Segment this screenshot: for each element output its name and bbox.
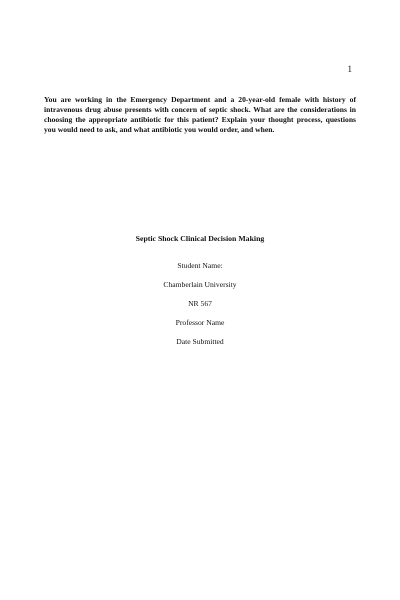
page-number: 1 xyxy=(347,64,352,74)
university-name: Chamberlain University xyxy=(163,280,237,289)
professor-name: Professor Name xyxy=(175,318,225,327)
assignment-prompt: You are working in the Emergency Department and a 20-year-old female with history of intravenous drug abuse presents with concern of septic shock. What are the considerations in choosing the appropriate antibiotic for this patient? Explain your thought process, questions you would need to ask, and what antibiotic you would order, and when. xyxy=(44,95,356,134)
date-submitted: Date Submitted xyxy=(176,337,224,346)
student-name: Student Name: xyxy=(177,261,223,270)
title-block xyxy=(0,234,400,347)
course-code: NR 567 xyxy=(188,299,212,308)
title-page-details xyxy=(0,261,400,347)
document-title: Septic Shock Clinical Decision Making xyxy=(135,234,265,243)
